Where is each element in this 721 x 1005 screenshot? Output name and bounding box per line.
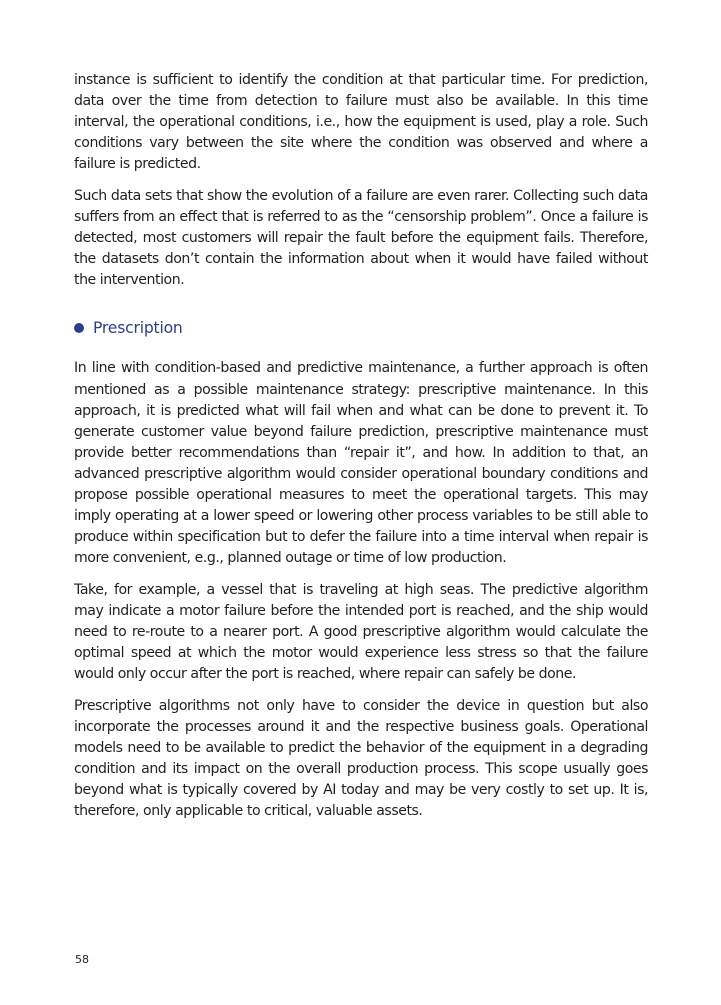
section-heading	[74, 315, 648, 341]
body-paragraph: Prescriptive algorithms not only have to consider the device in question but also incorporate the processes around it and the respective business goals. Operational models need to be available to predict the behavior of the equipment in a degrading condition and its impact on the overall production process. This scope usually goes beyond what is typically covered by AI today and may be very costly to set up. It is, therefore, only applicable to critical, valuable assets.	[74, 697, 648, 820]
page-content	[74, 70, 648, 833]
body-paragraph: In line with condition-based and predictive maintenance, a further approach is often mentioned as a possible maintenance strategy: prescriptive maintenance. In this approach, it is predicted what will fail when and what can be done to prevent it. To generate customer value beyond failure prediction, prescriptive maintenance must provide better recommendations than “repair it”, and how. In addition to that, an advanced prescriptive algorithm would consider operational boundary conditions and propose possible operational measures to meet the operational targets. This may imply operating at a lower speed or lowering other process variables to be still able to produce within specification but to defer the failure into a time interval when repair is more convenient, e.g., planned outage or time of low production.	[74, 360, 648, 567]
section-title: Prescription	[93, 319, 183, 338]
body-paragraph: instance is sufficient to identify the condition at that particular time. For prediction, data over the time from detection to failure must also be available. In this time interval, the operational conditions, i.e., how the equipment is used, play a role. Such conditions vary between the site where the condition was observed and where a failure is predicted.	[74, 72, 648, 173]
page-number: 58	[75, 953, 89, 966]
body-paragraph: Such data sets that show the evolution of a failure are even rarer. Collecting such data suffers from an effect that is referred to as the “censorship problem”. Once a failure is detected, most customers will repair the fault before the equipment fails. Therefore, the datasets don’t contain the information about when it would have failed without the intervention.	[74, 187, 648, 289]
body-paragraph: Take, for example, a vessel that is traveling at high seas. The predictive algorithm may indicate a motor failure before the intended port is reached, and the ship would need to re-route to a nearer port. A good prescriptive algorithm would calculate the optimal speed at which the motor would experience less stress so that the failure would only occur after the port is reached, where repair can safely be done.	[74, 581, 648, 683]
bullet-dot-icon	[74, 323, 84, 333]
